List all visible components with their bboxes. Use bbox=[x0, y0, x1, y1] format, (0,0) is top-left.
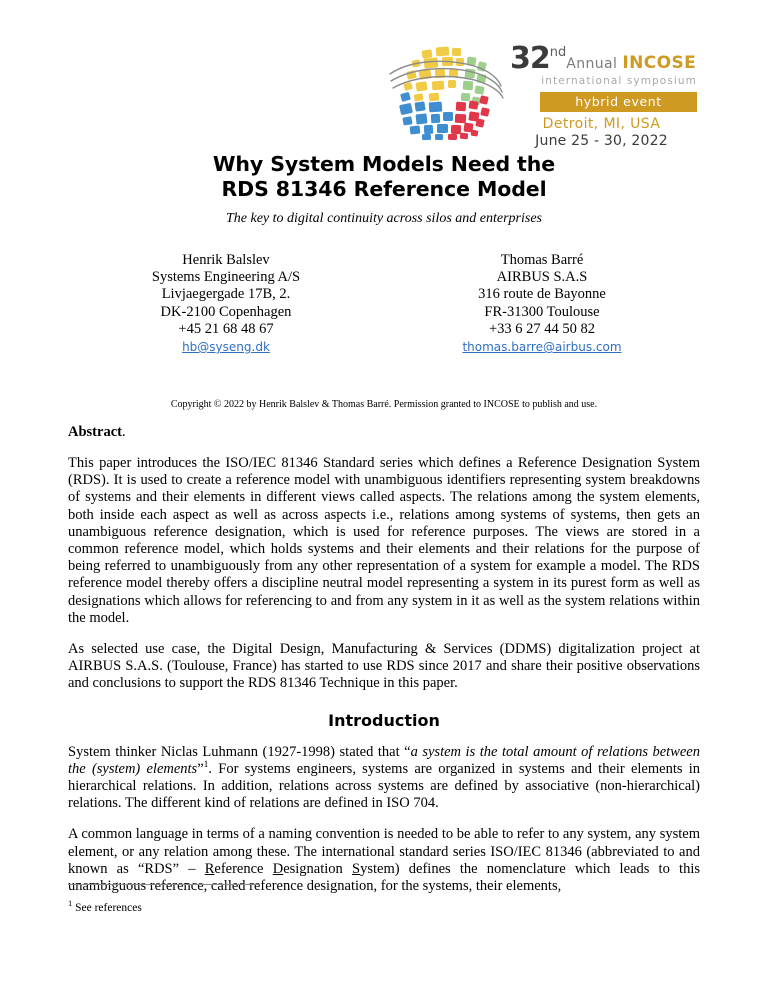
abstract-paragraph-2: As selected use case, the Digital Design, Manufacturing & Services (DDMS) digitalization project at AIRBUS S.A.S. (Toulouse, France) has started to use RDS since 2017 and share their positive observations and conclusions to support the RDS 81346 Technique in this paper. bbox=[68, 641, 700, 692]
page-title-line2: RDS 81346 Reference Model bbox=[221, 177, 547, 201]
intro-p1-quote-close: ” bbox=[197, 760, 204, 777]
event-location: Detroit, MI, USA bbox=[542, 116, 661, 132]
author-email-link[interactable]: thomas.barre@airbus.com bbox=[462, 340, 622, 355]
abstract-paragraph-1: This paper introduces the ISO/IEC 81346 Standard series which defines a Reference Designation System (RDS). It is used to create a reference model with unambiguous identifiers representing system breakdowns of systems and their elements in different views called aspects. The relations among the system elements, both inside each aspect as well as across aspects i.e., relations among systems of systems, then gets an unambiguous reference designation, which is used for reference purposes. The views are stored in a common reference model, which holds systems and their elements and their relations for the purpose of being referred to unambiguously from any other representation of a system for example a model. The RDS reference model thereby offers a discipline neutral model representing a system in its purest form as well as designations which allows for referencing to and from any system in it as well as the system relations within the model. bbox=[68, 455, 700, 626]
rds-word-reference: eference bbox=[214, 860, 273, 877]
page-title bbox=[68, 152, 700, 202]
annual-label: Annual bbox=[566, 56, 618, 72]
intro-p1-tail: . For systems engineers, systems are organized in systems and their elements in hierarchical relations. In addition, relations across systems are defined by associative (non-hierarchical) relations. The different kind of relations are defined in ISO 704. bbox=[68, 760, 701, 812]
footnote-separator bbox=[68, 884, 260, 885]
banner-tagline: international symposium bbox=[541, 75, 697, 87]
author-street: 316 route de Bayonne bbox=[478, 286, 606, 303]
author-phone: +33 6 27 44 50 82 bbox=[488, 320, 596, 337]
author-street: Livjaegergade 17B, 2. bbox=[161, 286, 291, 303]
intro-p2-lead: A common language in terms of a naming convention is needed to be able to refer to any system, any system element, or any relation among these. The international standard series ISO/IEC 81346 (abbreviated to and known as “RDS” – bbox=[68, 826, 700, 877]
banner-headline bbox=[510, 41, 700, 76]
copyright-notice: Copyright © 2022 by Henrik Balslev & Thomas Barré. Permission granted to INCOSE to publish and use. bbox=[170, 399, 598, 410]
event-dates: June 25 - 30, 2022 bbox=[535, 133, 668, 149]
author-organization: AIRBUS S.A.S bbox=[496, 269, 588, 286]
introduction-paragraph-1 bbox=[68, 744, 700, 813]
abstract-heading-punct: . bbox=[121, 424, 126, 440]
intro-p1-lead: System thinker Niclas Luhmann (1927-1998) stated that “ bbox=[68, 743, 411, 760]
incose-globe-logo bbox=[388, 38, 506, 144]
author-column-2 bbox=[384, 252, 700, 356]
rds-word-system: ystem bbox=[360, 860, 395, 877]
intro-p2-tail: ) defines the nomenclature which leads to this unambiguous reference, called reference designation, for the systems, their elements, bbox=[68, 860, 700, 895]
author-name: Henrik Balslev bbox=[182, 252, 270, 268]
banner-text-block bbox=[506, 36, 700, 148]
document-body bbox=[68, 424, 700, 895]
author-city: FR-31300 Toulouse bbox=[484, 303, 600, 320]
footnote-area bbox=[68, 884, 700, 915]
author-email-link[interactable]: hb@syseng.dk bbox=[182, 340, 270, 355]
title-block bbox=[68, 152, 700, 228]
page-title-line1: Why System Models Need the bbox=[212, 152, 556, 176]
footnote-reference-1[interactable]: 1 bbox=[203, 760, 209, 771]
hybrid-event-badge: hybrid event bbox=[540, 92, 697, 112]
rds-initial-s: S bbox=[352, 860, 361, 877]
page-subtitle: The key to digital continuity across silos and enterprises bbox=[225, 211, 542, 226]
footnote-marker: 1 bbox=[68, 898, 73, 909]
abstract-heading-label: Abstract bbox=[68, 424, 122, 440]
rds-initial-r: R bbox=[204, 860, 215, 877]
author-column-1 bbox=[68, 252, 384, 356]
footnote-entry-1 bbox=[68, 898, 700, 915]
section-heading-introduction: Introduction bbox=[328, 710, 440, 730]
footnote-body: See references bbox=[75, 902, 142, 914]
edition-suffix: nd bbox=[549, 45, 567, 60]
abstract-heading bbox=[68, 424, 700, 441]
author-organization: Systems Engineering A/S bbox=[151, 269, 301, 286]
edition-number: 32 bbox=[510, 41, 550, 76]
author-phone: +45 21 68 48 67 bbox=[178, 320, 274, 337]
rds-word-designation: esignation bbox=[283, 860, 353, 877]
author-name: Thomas Barré bbox=[500, 252, 584, 268]
rds-initial-d: D bbox=[272, 860, 284, 877]
author-block bbox=[68, 252, 700, 356]
conference-banner bbox=[388, 36, 700, 148]
author-city: DK-2100 Copenhagen bbox=[160, 303, 292, 320]
intro-p1-quote: a system is the total amount of relations between the (system) elements bbox=[68, 743, 700, 777]
incose-wordmark: INCOSE bbox=[622, 53, 697, 73]
